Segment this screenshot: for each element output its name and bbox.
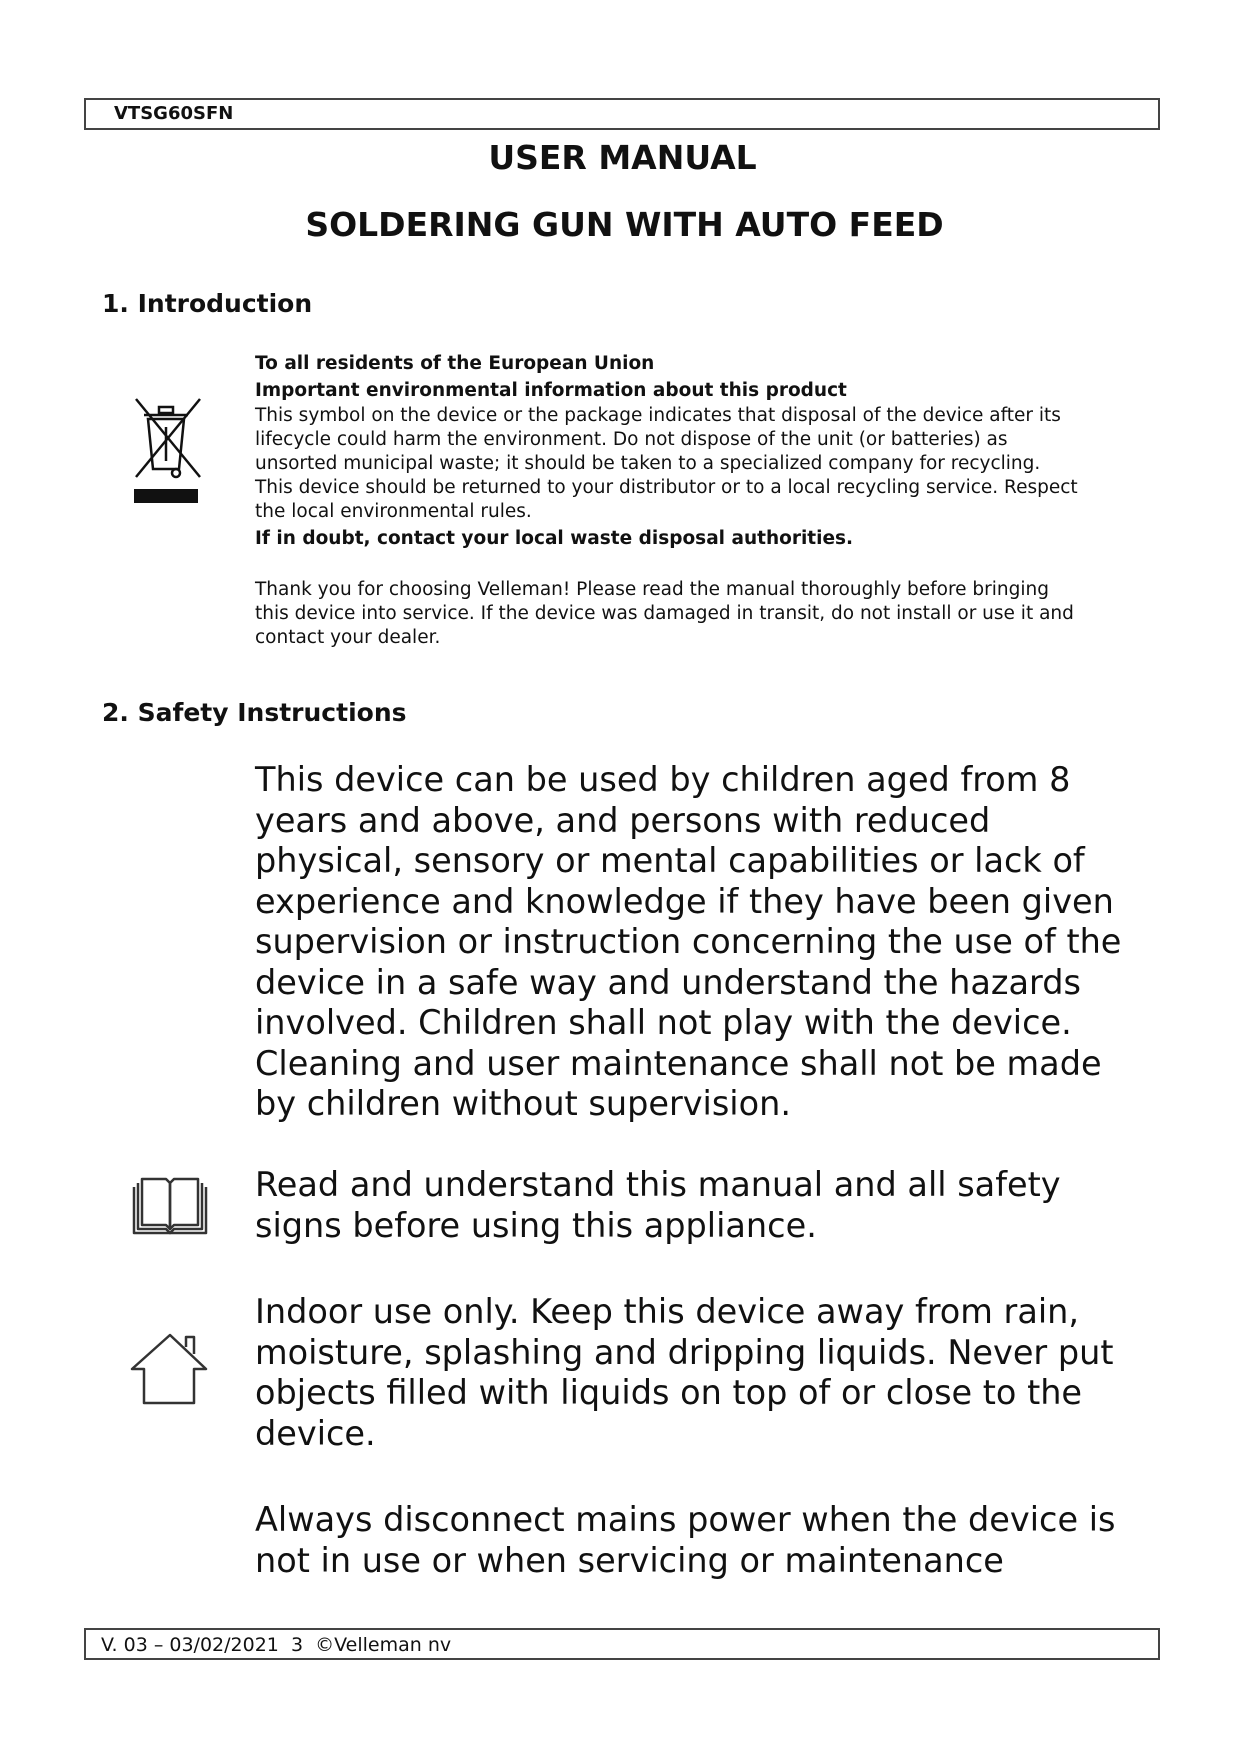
text-line: device in a safe way and understand the hazards xyxy=(255,962,1081,1002)
indoor-use-paragraph xyxy=(255,1292,1135,1454)
text-line: device. xyxy=(255,1413,376,1453)
text-line: This device should be returned to your distributor or to a local recycling service. Respect xyxy=(255,477,1078,498)
weee-bin-icon xyxy=(126,393,206,509)
text-line: signs before using this appliance. xyxy=(255,1205,817,1245)
text-line: years and above, and persons with reduced xyxy=(255,800,991,840)
header-box xyxy=(84,98,1160,130)
text-line: moisture, splashing and dripping liquids. Never put xyxy=(255,1332,1114,1372)
section-heading-safety: 2. Safety Instructions xyxy=(102,698,407,727)
section-heading-introduction: 1. Introduction xyxy=(102,289,313,318)
manual-book-icon xyxy=(130,1175,210,1237)
text-line: unsorted municipal waste; it should be taken to a specialized company for recycling. xyxy=(255,453,1041,474)
thanks-paragraph xyxy=(255,578,1135,650)
children-safety-paragraph xyxy=(255,760,1135,1125)
environment-heading: Important environmental information about this product xyxy=(255,380,847,401)
disposal-advice: If in doubt, contact your local waste disposal authorities. xyxy=(255,528,854,549)
text-line: This device can be used by children aged from 8 xyxy=(255,760,1071,799)
indoor-house-icon xyxy=(130,1333,208,1405)
text-line: physical, sensory or mental capabilities or lack of xyxy=(255,841,1085,880)
text-line: objects filled with liquids on top of or close to the xyxy=(255,1373,1083,1412)
footer-version: V. 03 – 03/02/2021 3 ©Velleman nv xyxy=(101,1634,452,1656)
text-line: supervision or instruction concerning the use of the xyxy=(255,922,1122,961)
page-title: USER MANUAL xyxy=(488,138,757,177)
model-label: VTSG60SFN xyxy=(114,103,234,124)
text-line: This symbol on the device or the package indicates that disposal of the device after its xyxy=(255,405,1061,426)
text-line: not in use or when servicing or maintenance xyxy=(255,1540,1004,1580)
text-line: Read and understand this manual and all safety xyxy=(255,1165,1061,1204)
text-line: involved. Children shall not play with the device. xyxy=(255,1003,1072,1042)
eu-heading: To all residents of the European Union xyxy=(255,353,655,374)
text-line: Always disconnect mains power when the device is xyxy=(255,1500,1116,1539)
text-line: lifecycle could harm the environment. Do not dispose of the unit (or batteries) as xyxy=(255,429,1008,450)
text-line: Indoor use only. Keep this device away from rain, xyxy=(255,1292,1080,1331)
read-manual-paragraph xyxy=(255,1165,1135,1246)
text-line: by children without supervision. xyxy=(255,1084,791,1123)
weee-body xyxy=(255,404,1135,524)
text-line: contact your dealer. xyxy=(255,627,441,648)
disconnect-power-paragraph xyxy=(255,1500,1135,1581)
text-line: experience and knowledge if they have been given xyxy=(255,881,1114,921)
page-subtitle: SOLDERING GUN WITH AUTO FEED xyxy=(305,205,944,244)
text-line: the local environmental rules. xyxy=(255,501,532,522)
text-line: Cleaning and user maintenance shall not be made xyxy=(255,1043,1102,1083)
text-line: Thank you for choosing Velleman! Please read the manual thoroughly before bringing xyxy=(255,579,1050,600)
text-line: this device into service. If the device was damaged in transit, do not install or use it and xyxy=(255,603,1074,624)
